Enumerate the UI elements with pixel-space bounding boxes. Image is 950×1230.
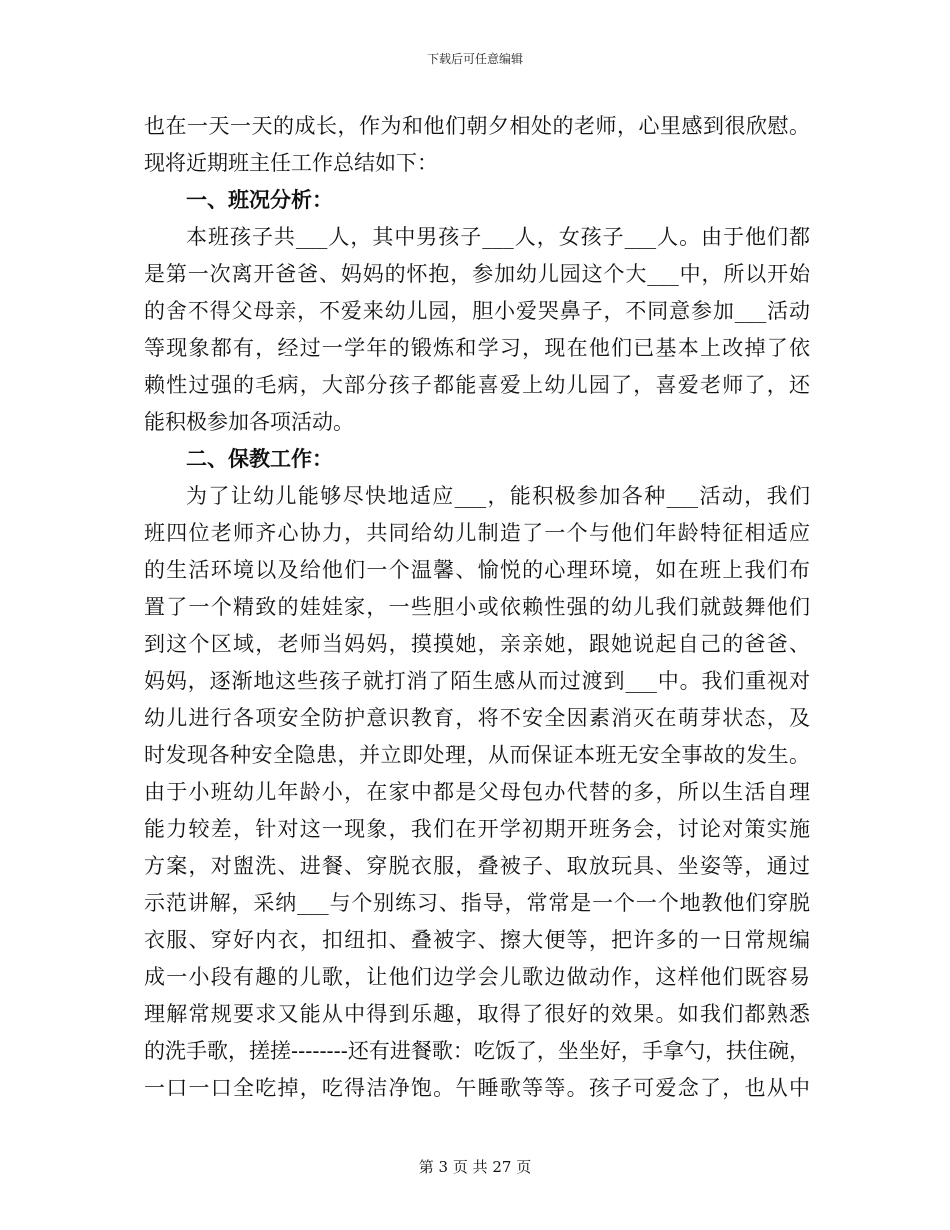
- text-line: 现将近期班主任工作总结如下：: [144, 151, 438, 175]
- text-line: 成一小段有趣的儿歌，让他们边学会儿歌边做动作，这样他们既容易: [144, 965, 810, 989]
- text-line: 由于小班幼儿年龄小，在家中都是父母包办代替的多，所以生活自理: [144, 780, 810, 804]
- text-line: 能力较差，针对这一现象，我们在开学初期开班务会，讨论对策实施: [144, 817, 810, 841]
- text-line: 赖性过强的毛病，大部分孩子都能喜爱上幼儿园了，喜爱老师了，还: [144, 373, 810, 397]
- text-line: 的生活环境以及给他们一个温馨、愉悦的心理环境，如在班上我们布: [144, 558, 810, 582]
- text-line: 置了一个精致的娃娃家，一些胆小或依赖性强的幼儿我们就鼓舞他们: [144, 595, 810, 619]
- section-heading: 二、保教工作：: [186, 447, 333, 471]
- text-line: 到这个区域，老师当妈妈，摸摸她，亲亲她，跟她说起自己的爸爸、: [144, 632, 810, 656]
- text-line: 幼儿进行各项安全防护意识教育，将不安全因素消灭在萌芽状态，及: [144, 706, 810, 730]
- text-line: 能积极参加各项活动。: [144, 410, 354, 434]
- text-line: 的舍不得父母亲，不爱来幼儿园，胆小爱哭鼻子，不同意参加___活动: [144, 299, 810, 323]
- text-line: 方案，对盥洗、进餐、穿脱衣服，叠被子、取放玩具、坐姿等，通过: [144, 854, 810, 878]
- text-line: 是第一次离开爸爸、妈妈的怀抱，参加幼儿园这个大___中，所以开始: [144, 262, 810, 286]
- paragraph-first-line: 本班孩子共___人，其中男孩子___人，女孩子___人。由于他们都: [186, 225, 810, 249]
- paragraph-first-line: 为了让幼儿能够尽快地适应___，能积极参加各种___活动，我们: [186, 484, 810, 508]
- page-footer: 第 3 页 共 27 页: [418, 1158, 532, 1176]
- text-line: 妈妈，逐渐地这些孩子就打消了陌生感从而过渡到___中。我们重视对: [144, 669, 810, 693]
- text-line: 等现象都有，经过一学年的锻炼和学习，现在他们已基本上改掉了依: [144, 336, 810, 360]
- section-heading: 一、班况分析：: [186, 188, 333, 212]
- text-line: 班四位老师齐心协力，共同给幼儿制造了一个与他们年龄特征相适应: [144, 521, 810, 545]
- text-line: 时发现各种安全隐患，并立即处理，从而保证本班无安全事故的发生。: [144, 743, 810, 767]
- text-line: 示范讲解，采纳___与个别练习、指导，常常是一个一个地教他们穿脱: [144, 891, 810, 915]
- text-line: 一口一口全吃掉，吃得洁净饱。午睡歌等等。孩子可爱念了，也从中: [144, 1076, 810, 1100]
- text-line: 的洗手歌，搓搓--------还有进餐歌：吃饭了，坐坐好，手拿勺，扶住碗，: [144, 1039, 810, 1063]
- text-line: 理解常规要求又能从中得到乐趣，取得了很好的效果。如我们都熟悉: [144, 1002, 810, 1026]
- document-body: [144, 108, 810, 1107]
- text-line: 衣服、穿好内衣，扣纽扣、叠被字、擦大便等，把许多的一日常规编: [144, 928, 810, 952]
- text-line: 也在一天一天的成长，作为和他们朝夕相处的老师，心里感到很欣慰。: [144, 114, 810, 138]
- page-header: 下载后可任意编辑: [426, 52, 523, 66]
